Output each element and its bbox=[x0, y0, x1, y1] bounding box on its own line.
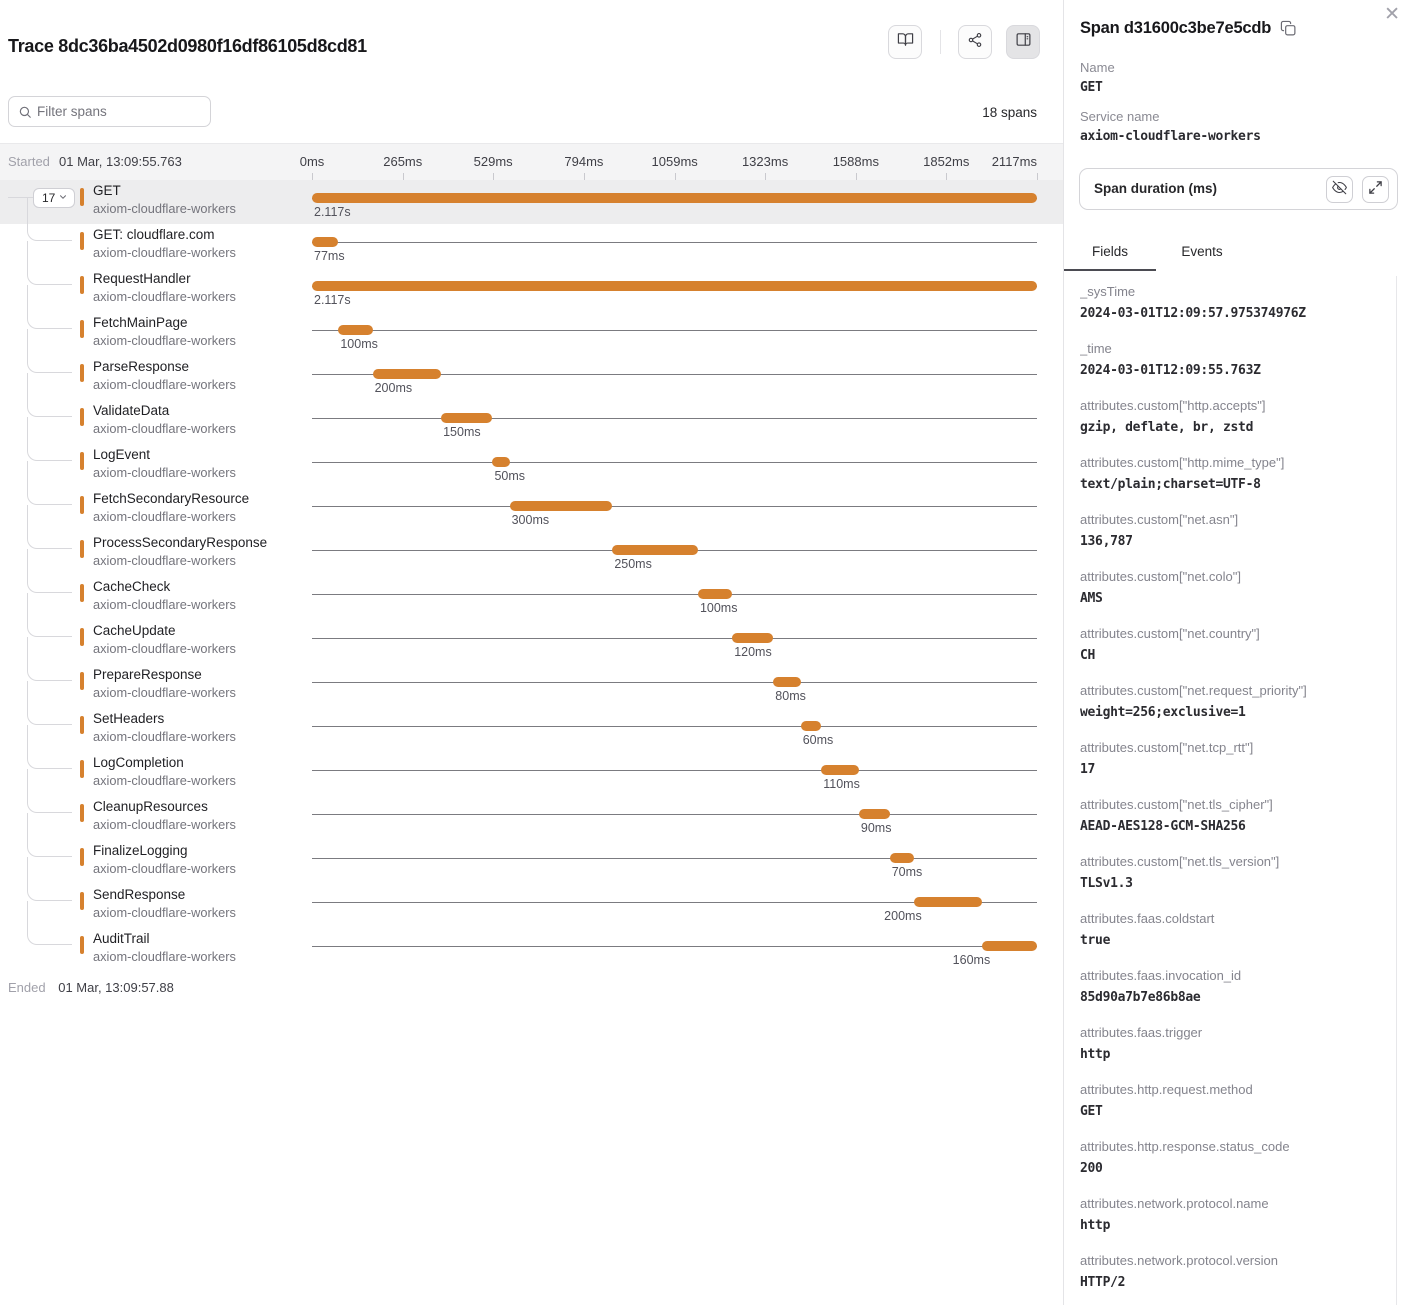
span-row[interactable] bbox=[0, 312, 1063, 356]
field-item bbox=[1080, 854, 1391, 892]
ended-line bbox=[8, 980, 174, 995]
minimap-button[interactable] bbox=[888, 25, 922, 59]
tick-mark bbox=[946, 173, 947, 180]
span-timeline bbox=[312, 664, 1037, 708]
span-service-name: axiom-cloudflare-workers bbox=[93, 465, 236, 480]
span-duration-bar[interactable] bbox=[312, 193, 1037, 203]
span-name: ValidateData bbox=[93, 403, 170, 418]
span-duration-bar[interactable] bbox=[801, 721, 822, 731]
field-item bbox=[1080, 1196, 1391, 1234]
started-label: Started bbox=[8, 154, 50, 169]
ended-value: 01 Mar, 13:09:57.88 bbox=[58, 980, 174, 995]
span-duration-label: 50ms bbox=[494, 469, 526, 483]
field-key: attributes.faas.invocation_id bbox=[1080, 968, 1242, 983]
span-timeline bbox=[312, 312, 1037, 356]
field-key: attributes.network.protocol.name bbox=[1080, 1196, 1269, 1211]
field-value: 200 bbox=[1080, 1161, 1103, 1176]
field-item bbox=[1080, 626, 1391, 664]
tick-label: 265ms bbox=[383, 154, 423, 169]
field-value: 2024-03-01T12:09:55.763Z bbox=[1080, 363, 1261, 378]
span-detail-panel bbox=[1063, 0, 1407, 1305]
span-duration-bar[interactable] bbox=[312, 237, 338, 247]
field-key: _sysTime bbox=[1080, 284, 1136, 299]
timeline-header bbox=[0, 143, 1063, 180]
name-value: GET bbox=[1080, 80, 1103, 95]
tick-mark bbox=[493, 173, 494, 180]
field-key: attributes.custom["net.asn"] bbox=[1080, 512, 1239, 527]
chevron-down-icon bbox=[58, 191, 68, 205]
span-color-tick bbox=[80, 892, 84, 910]
span-row[interactable] bbox=[0, 928, 1063, 972]
tick-mark bbox=[312, 173, 313, 180]
tick-label: 1059ms bbox=[651, 154, 698, 169]
field-key: attributes.custom["http.mime_type"] bbox=[1080, 455, 1285, 470]
timeline-guide-line bbox=[312, 242, 1037, 243]
span-row[interactable] bbox=[0, 576, 1063, 620]
span-color-tick bbox=[80, 804, 84, 822]
span-service-name: axiom-cloudflare-workers bbox=[93, 729, 236, 744]
field-value: TLSv1.3 bbox=[1080, 876, 1133, 891]
collapse-children-button[interactable] bbox=[33, 188, 75, 208]
tick-label: 2117ms bbox=[991, 154, 1037, 169]
field-key: attributes.custom["net.colo"] bbox=[1080, 569, 1241, 584]
span-color-tick bbox=[80, 232, 84, 250]
tick-mark bbox=[675, 173, 676, 180]
span-duration-bar[interactable] bbox=[510, 501, 613, 511]
field-item bbox=[1080, 683, 1391, 721]
collapse-count: 17 bbox=[42, 191, 56, 205]
span-color-tick bbox=[80, 760, 84, 778]
span-service-name: axiom-cloudflare-workers bbox=[93, 773, 236, 788]
timeline-guide-line bbox=[312, 814, 1037, 815]
span-color-tick bbox=[80, 936, 84, 954]
span-duration-bar[interactable] bbox=[441, 413, 492, 423]
span-row[interactable] bbox=[0, 752, 1063, 796]
span-row[interactable] bbox=[0, 400, 1063, 444]
span-duration-label: 110ms bbox=[823, 777, 860, 791]
details-panel-toggle-button[interactable] bbox=[1006, 25, 1040, 59]
tick-mark bbox=[1037, 173, 1038, 180]
tick-mark bbox=[403, 173, 404, 180]
span-name: FetchSecondaryResource bbox=[93, 491, 250, 506]
span-duration-bar[interactable] bbox=[914, 897, 982, 907]
span-duration-bar[interactable] bbox=[338, 325, 372, 335]
span-name: LogCompletion bbox=[93, 755, 184, 770]
service-name-value: axiom-cloudflare-workers bbox=[1080, 129, 1261, 144]
span-name: GET bbox=[93, 183, 121, 198]
span-duration-bar[interactable] bbox=[312, 281, 1037, 291]
tree-stub-line bbox=[8, 197, 34, 198]
field-value: 17 bbox=[1080, 762, 1096, 777]
field-key: attributes.custom["net.request_priority"] bbox=[1080, 683, 1307, 698]
span-duration-label: 160ms bbox=[952, 953, 991, 967]
span-row[interactable] bbox=[0, 708, 1063, 752]
span-service-name: axiom-cloudflare-workers bbox=[93, 421, 236, 436]
span-duration-label: 60ms bbox=[802, 733, 834, 747]
span-duration-bar[interactable] bbox=[698, 589, 732, 599]
span-color-tick bbox=[80, 540, 84, 558]
ended-label: Ended bbox=[8, 980, 46, 995]
span-timeline bbox=[312, 708, 1037, 752]
span-duration-label: 250ms bbox=[614, 557, 652, 571]
field-key: attributes.faas.trigger bbox=[1080, 1025, 1203, 1040]
span-name: FinalizeLogging bbox=[93, 843, 188, 858]
tick-label: 1588ms bbox=[832, 154, 879, 169]
field-value: text/plain;charset=UTF-8 bbox=[1080, 477, 1261, 492]
tick-label: 0ms bbox=[299, 154, 325, 169]
span-name: CacheUpdate bbox=[93, 623, 176, 638]
hide-chart-button[interactable] bbox=[1326, 176, 1353, 203]
span-row[interactable] bbox=[0, 444, 1063, 488]
span-color-tick bbox=[80, 364, 84, 382]
field-item bbox=[1080, 569, 1391, 607]
field-value: GET bbox=[1080, 1104, 1103, 1119]
span-row[interactable] bbox=[0, 796, 1063, 840]
span-row[interactable] bbox=[0, 620, 1063, 664]
span-row[interactable] bbox=[0, 224, 1063, 268]
span-name: SetHeaders bbox=[93, 711, 165, 726]
started-value: 01 Mar, 13:09:55.763 bbox=[59, 154, 182, 169]
span-row[interactable] bbox=[0, 180, 1063, 224]
span-color-tick bbox=[80, 672, 84, 690]
field-value: CH bbox=[1080, 648, 1096, 663]
field-item bbox=[1080, 284, 1391, 322]
span-row[interactable] bbox=[0, 664, 1063, 708]
span-service-name: axiom-cloudflare-workers bbox=[93, 201, 236, 216]
toolbar-divider bbox=[940, 30, 941, 54]
span-duration-widget bbox=[1079, 168, 1398, 210]
span-timeline bbox=[312, 840, 1037, 884]
span-timeline bbox=[312, 400, 1037, 444]
span-color-tick bbox=[80, 584, 84, 602]
span-name: FetchMainPage bbox=[93, 315, 188, 330]
field-item bbox=[1080, 398, 1391, 436]
panel-right-icon bbox=[1015, 31, 1032, 53]
span-color-tick bbox=[80, 496, 84, 514]
tick-mark bbox=[584, 173, 585, 180]
field-key: attributes.network.protocol.version bbox=[1080, 1253, 1278, 1268]
span-duration-bar[interactable] bbox=[821, 765, 859, 775]
timeline-guide-line bbox=[312, 506, 1037, 507]
field-value: HTTP/2 bbox=[1080, 1275, 1126, 1290]
span-duration-label: 150ms bbox=[443, 425, 481, 439]
span-color-tick bbox=[80, 276, 84, 294]
span-timeline bbox=[312, 576, 1037, 620]
share-button[interactable] bbox=[958, 25, 992, 59]
field-item bbox=[1080, 1025, 1391, 1063]
name-label: Name bbox=[1080, 60, 1115, 75]
field-value: AEAD-AES128-GCM-SHA256 bbox=[1080, 819, 1246, 834]
span-color-tick bbox=[80, 452, 84, 470]
span-duration-label: 200ms bbox=[884, 909, 922, 923]
span-service-name: axiom-cloudflare-workers bbox=[93, 641, 236, 656]
field-key: attributes.custom["net.country"] bbox=[1080, 626, 1260, 641]
book-open-icon bbox=[897, 31, 914, 53]
span-duration-bar[interactable] bbox=[982, 941, 1037, 951]
span-service-name: axiom-cloudflare-workers bbox=[93, 861, 236, 876]
field-value: 85d90a7b7e86b8ae bbox=[1080, 990, 1201, 1005]
timeline-guide-line bbox=[312, 858, 1037, 859]
span-duration-bar[interactable] bbox=[492, 457, 509, 467]
span-name: PrepareResponse bbox=[93, 667, 202, 682]
span-duration-label: 2.117s bbox=[314, 293, 351, 307]
span-duration-bar[interactable] bbox=[859, 809, 890, 819]
span-timeline bbox=[312, 796, 1037, 840]
span-name: SendResponse bbox=[93, 887, 186, 902]
scrollbar[interactable] bbox=[1396, 276, 1397, 1305]
field-value: http bbox=[1080, 1047, 1111, 1062]
tick-label: 794ms bbox=[564, 154, 604, 169]
span-timeline bbox=[312, 752, 1037, 796]
span-timeline bbox=[312, 356, 1037, 400]
span-duration-label: 77ms bbox=[314, 249, 345, 263]
span-duration-bar[interactable] bbox=[890, 853, 914, 863]
span-timeline bbox=[312, 928, 1037, 972]
timeline-guide-line bbox=[312, 682, 1037, 683]
field-item bbox=[1080, 512, 1391, 550]
field-key: attributes.custom["net.tls_cipher"] bbox=[1080, 797, 1273, 812]
span-row[interactable] bbox=[0, 532, 1063, 576]
field-key: attributes.faas.coldstart bbox=[1080, 911, 1215, 926]
timeline-guide-line bbox=[312, 770, 1037, 771]
span-row[interactable] bbox=[0, 884, 1063, 928]
span-color-tick bbox=[80, 848, 84, 866]
span-color-tick bbox=[80, 716, 84, 734]
span-name: ParseResponse bbox=[93, 359, 190, 374]
span-duration-label: 100ms bbox=[340, 337, 378, 351]
field-item bbox=[1080, 740, 1391, 778]
span-detail-title: Span d31600c3be7e5cdb bbox=[1080, 19, 1272, 37]
field-item bbox=[1080, 341, 1391, 379]
span-name: RequestHandler bbox=[93, 271, 191, 286]
field-item bbox=[1080, 968, 1391, 1006]
maximize-icon bbox=[1368, 180, 1383, 200]
spans-count: 18 spans bbox=[982, 105, 1037, 120]
field-item bbox=[1080, 797, 1391, 835]
field-item bbox=[1080, 1082, 1391, 1120]
span-service-name: axiom-cloudflare-workers bbox=[93, 905, 236, 920]
field-value: AMS bbox=[1080, 591, 1103, 606]
span-duration-label: 100ms bbox=[699, 601, 738, 615]
field-key: attributes.http.request.method bbox=[1080, 1082, 1253, 1097]
span-service-name: axiom-cloudflare-workers bbox=[93, 949, 236, 964]
field-item bbox=[1080, 911, 1391, 949]
fields-list bbox=[1080, 272, 1391, 1305]
share-icon bbox=[967, 32, 983, 53]
timeline-guide-line bbox=[312, 462, 1037, 463]
tick-label: 1323ms bbox=[741, 154, 789, 169]
tab-fields[interactable]: Fields bbox=[1064, 236, 1156, 271]
span-duration-bar[interactable] bbox=[612, 545, 698, 555]
span-timeline bbox=[312, 444, 1037, 488]
span-color-tick bbox=[80, 320, 84, 338]
field-key: _time bbox=[1080, 341, 1112, 356]
span-timeline bbox=[312, 620, 1037, 664]
span-duration-bar[interactable] bbox=[773, 677, 800, 687]
span-duration-label: 120ms bbox=[734, 645, 772, 659]
span-timeline bbox=[312, 224, 1037, 268]
span-name: GET: cloudflare.com bbox=[93, 227, 215, 242]
field-value: true bbox=[1080, 933, 1111, 948]
span-color-tick bbox=[80, 408, 84, 426]
field-value: 136,787 bbox=[1080, 534, 1133, 549]
span-service-name: axiom-cloudflare-workers bbox=[93, 685, 236, 700]
field-item bbox=[1080, 1139, 1391, 1177]
span-row[interactable] bbox=[0, 356, 1063, 400]
copy-icon[interactable] bbox=[1280, 20, 1297, 37]
span-service-name: axiom-cloudflare-workers bbox=[93, 333, 236, 348]
span-color-tick bbox=[80, 188, 84, 206]
span-duration-label: 300ms bbox=[511, 513, 550, 527]
span-waterfall bbox=[0, 180, 1063, 972]
page-title: Trace 8dc36ba4502d0980f16df86105d8cd81 bbox=[8, 36, 367, 56]
span-duration-bar[interactable] bbox=[373, 369, 441, 379]
tick-label: 529ms bbox=[473, 154, 513, 169]
timeline-guide-line bbox=[312, 418, 1037, 419]
field-value: 2024-03-01T12:09:57.975374976Z bbox=[1080, 306, 1306, 321]
timeline-guide-line bbox=[312, 726, 1037, 727]
field-key: attributes.custom["net.tcp_rtt"] bbox=[1080, 740, 1254, 755]
span-name: CleanupResources bbox=[93, 799, 208, 814]
span-name: AuditTrail bbox=[93, 931, 150, 946]
span-row[interactable] bbox=[0, 488, 1063, 532]
span-timeline bbox=[312, 180, 1037, 224]
span-name: CacheCheck bbox=[93, 579, 171, 594]
filter-spans-field bbox=[8, 96, 211, 127]
span-duration-title: Span duration (ms) bbox=[1094, 181, 1218, 196]
span-timeline bbox=[312, 268, 1037, 312]
span-service-name: axiom-cloudflare-workers bbox=[93, 245, 236, 260]
span-duration-label: 90ms bbox=[860, 821, 892, 835]
field-value: http bbox=[1080, 1218, 1111, 1233]
span-duration-label: 70ms bbox=[891, 865, 923, 879]
span-timeline bbox=[312, 532, 1037, 576]
filter-spans-input[interactable] bbox=[37, 98, 207, 125]
span-duration-label: 200ms bbox=[374, 381, 413, 395]
tick-label: 1852ms bbox=[923, 154, 970, 169]
span-timeline bbox=[312, 488, 1037, 532]
timeline-guide-line bbox=[312, 594, 1037, 595]
span-timeline bbox=[312, 884, 1037, 928]
field-key: attributes.http.response.status_code bbox=[1080, 1139, 1290, 1154]
close-icon[interactable]: ✕ bbox=[1384, 4, 1400, 25]
eye-off-icon bbox=[1332, 180, 1347, 200]
field-key: attributes.custom["http.accepts"] bbox=[1080, 398, 1266, 413]
service-name-label: Service name bbox=[1080, 109, 1160, 124]
span-duration-bar[interactable] bbox=[732, 633, 773, 643]
span-service-name: axiom-cloudflare-workers bbox=[93, 597, 236, 612]
span-service-name: axiom-cloudflare-workers bbox=[93, 817, 236, 832]
span-row[interactable] bbox=[0, 268, 1063, 312]
field-value: weight=256;exclusive=1 bbox=[1080, 705, 1246, 720]
span-name: ProcessSecondaryResponse bbox=[93, 535, 268, 550]
expand-chart-button[interactable] bbox=[1362, 176, 1389, 203]
span-duration-label: 80ms bbox=[775, 689, 806, 703]
span-service-name: axiom-cloudflare-workers bbox=[93, 377, 236, 392]
span-service-name: axiom-cloudflare-workers bbox=[93, 509, 236, 524]
tick-mark bbox=[856, 173, 857, 180]
field-item bbox=[1080, 455, 1391, 493]
field-key: attributes.custom["net.tls_version"] bbox=[1080, 854, 1280, 869]
timeline-guide-line bbox=[312, 946, 1037, 947]
span-duration-label: 2.117s bbox=[314, 205, 351, 219]
span-row[interactable] bbox=[0, 840, 1063, 884]
span-service-name: axiom-cloudflare-workers bbox=[93, 289, 236, 304]
span-color-tick bbox=[80, 628, 84, 646]
field-value: gzip, deflate, br, zstd bbox=[1080, 420, 1254, 435]
detail-tabs bbox=[1064, 236, 1407, 271]
tab-events[interactable]: Events bbox=[1181, 244, 1223, 259]
field-item bbox=[1080, 1253, 1391, 1291]
timeline-guide-line bbox=[312, 330, 1037, 331]
tick-mark bbox=[765, 173, 766, 180]
span-service-name: axiom-cloudflare-workers bbox=[93, 553, 236, 568]
span-name: LogEvent bbox=[93, 447, 151, 462]
timeline-guide-line bbox=[312, 638, 1037, 639]
